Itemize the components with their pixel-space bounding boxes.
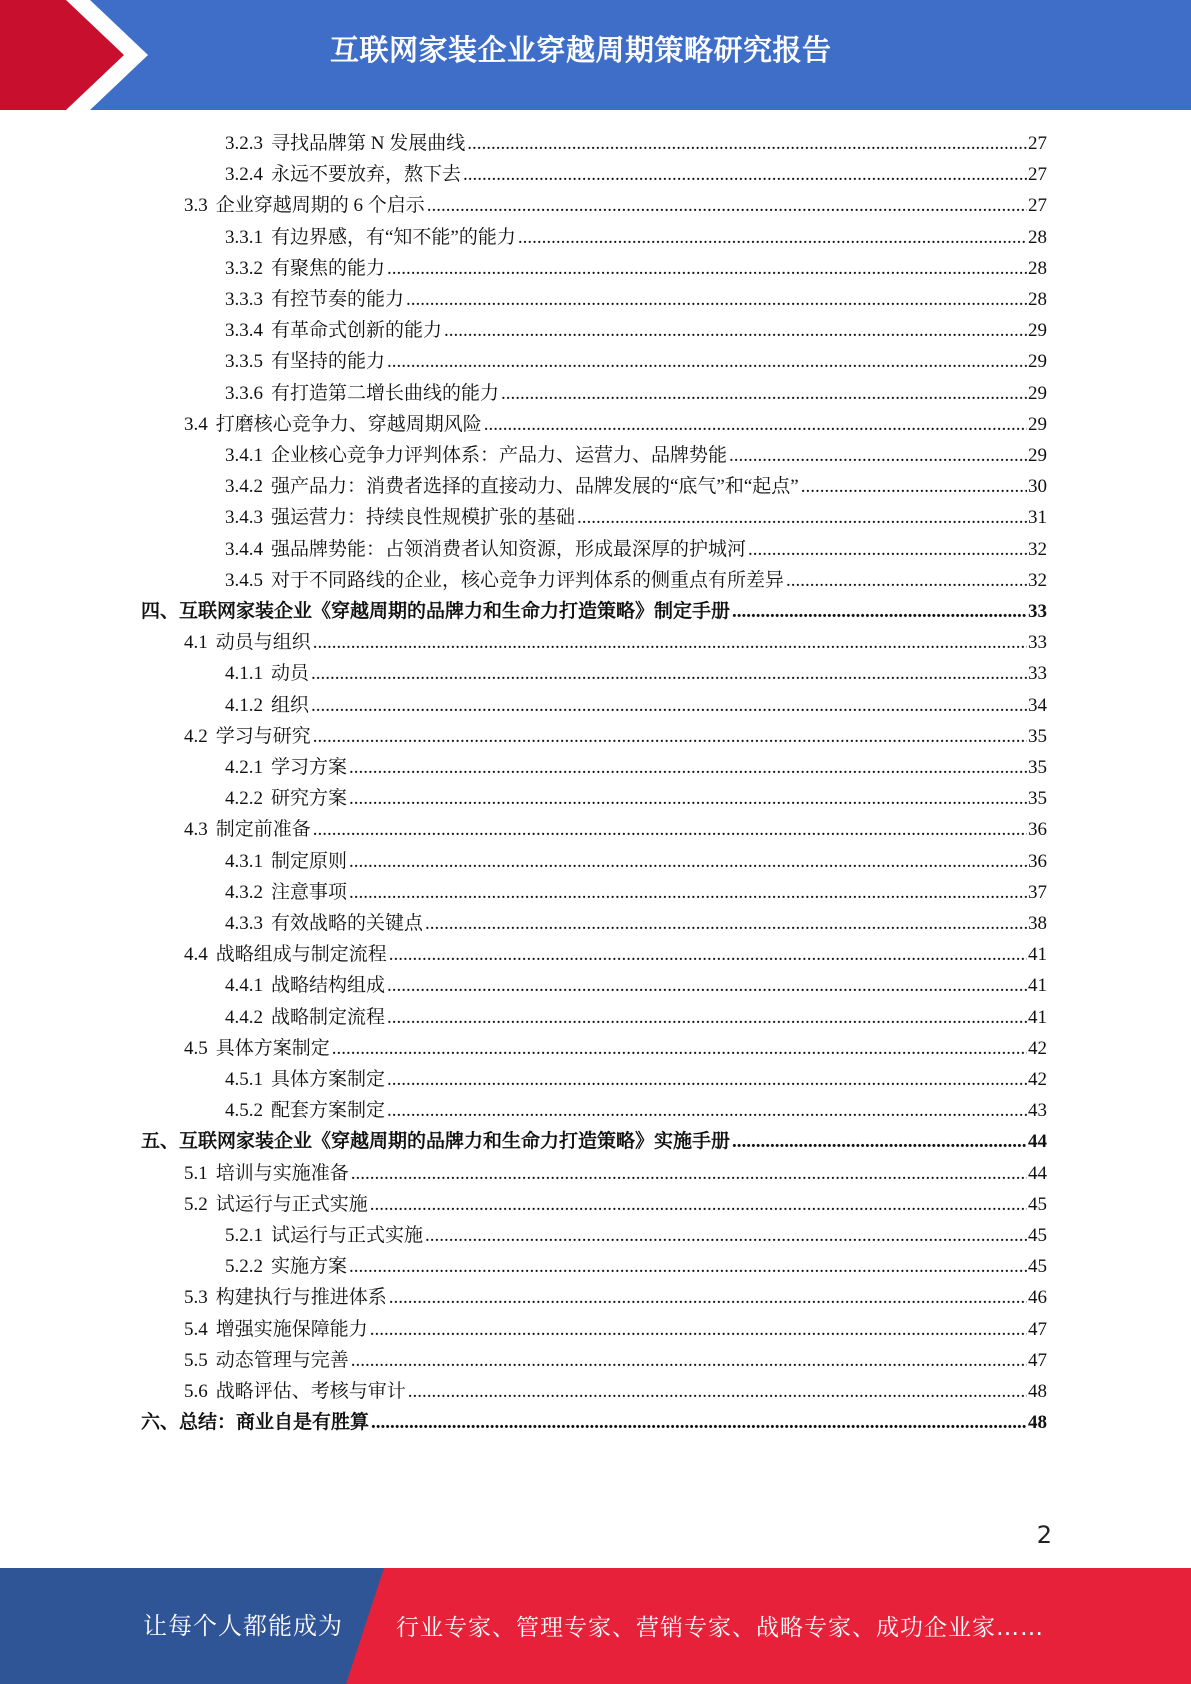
toc-entry-title: [225, 222, 516, 253]
toc-entry-text: 研究方案: [271, 788, 348, 810]
toc-entry-title: [184, 814, 311, 845]
toc-entry-number: 4.5.1: [225, 1069, 263, 1090]
toc-entry-title: [225, 970, 385, 1001]
toc-entry-title: [184, 1345, 349, 1376]
toc-entry-number: 5.4: [184, 1318, 208, 1340]
toc-entry-number: 4.4: [184, 944, 208, 966]
toc-entry[interactable]: [141, 1126, 1047, 1157]
toc-entry-text: 强品牌势能：占领消费者认知资源，形成最深厚的护城河: [271, 538, 747, 560]
page-header: [0, 0, 1191, 110]
toc-entry-text: 战略结构组成: [271, 975, 386, 997]
toc-entry-title: [184, 1033, 330, 1064]
toc-entry-text: 学习与研究: [215, 725, 311, 747]
toc-entry-number: 5.1: [184, 1162, 208, 1184]
toc-entry[interactable]: [225, 222, 1047, 253]
toc-entry-title: [225, 253, 385, 284]
footer-slogan-left: 让每个人都能成为: [143, 1612, 343, 1640]
toc-entry-page: 42: [1028, 1037, 1047, 1059]
toc-entry-title: [184, 721, 311, 752]
toc-dot-leader: [349, 877, 1027, 908]
toc-entry-text: 有聚焦的能力: [271, 257, 386, 279]
toc-entry-number: 4.3.2: [225, 881, 263, 903]
toc-dot-leader: [351, 1345, 1027, 1376]
toc-entry-number: 3.4.2: [225, 476, 263, 498]
toc-entry-title: [225, 128, 465, 159]
toc-entry[interactable]: [225, 128, 1047, 159]
toc-entry-title: [225, 534, 746, 565]
toc-entry[interactable]: [184, 1158, 1047, 1189]
toc-entry-title: [225, 1064, 385, 1095]
toc-entry-title: [225, 502, 575, 533]
toc-entry-number: 3.3: [184, 195, 208, 217]
toc-dot-leader: [427, 190, 1027, 221]
toc-entry-number: 3.2.3: [225, 133, 263, 154]
toc-entry-title: [225, 1220, 423, 1251]
toc-entry-page: 41: [1028, 944, 1047, 966]
toc-entry-number: 5.6: [184, 1381, 208, 1402]
toc-entry-text: 具体方案制定: [215, 1037, 330, 1059]
toc-entry-number: 4.1: [184, 632, 208, 654]
toc-entry[interactable]: [141, 596, 1047, 627]
toc-entry-text: 有效战略的关键点: [271, 913, 424, 934]
toc-dot-leader: [425, 1220, 1027, 1251]
toc-entry-title: [225, 284, 404, 315]
toc-entry-number: 3.3.4: [225, 320, 263, 342]
toc-entry-page: 42: [1028, 1069, 1047, 1090]
toc-entry-number: 3.4.3: [225, 507, 263, 529]
toc-entry-page: 27: [1028, 133, 1047, 154]
toc-entry-title: [225, 877, 347, 908]
toc-entry[interactable]: [225, 1220, 1047, 1251]
toc-dot-leader: [732, 596, 1027, 627]
toc-entry-title: [141, 1126, 730, 1157]
toc-entry-text: 增强实施保障能力: [215, 1318, 368, 1340]
toc-entry-page: 43: [1028, 1100, 1047, 1122]
toc-entry-title: [225, 752, 347, 783]
toc-entry-title: [184, 190, 425, 221]
toc-entry-number: 4.1.2: [225, 694, 263, 716]
toc-dot-leader: [371, 1407, 1027, 1438]
toc-entry[interactable]: [225, 534, 1047, 565]
toc-entry-page: 47: [1028, 1349, 1047, 1371]
toc-entry-number: 3.2.4: [225, 164, 263, 186]
toc-entry-text: 具体方案制定: [271, 1069, 386, 1090]
toc-entry-text: 永远不要放弃，熬下去: [271, 164, 462, 186]
toc-entry-text: 组织: [271, 694, 310, 716]
toc-dot-leader: [332, 1033, 1027, 1064]
toc-entry[interactable]: [184, 1033, 1047, 1064]
toc-entry[interactable]: [225, 502, 1047, 533]
toc-entry-number: 5.5: [184, 1349, 208, 1371]
toc-entry[interactable]: [184, 1376, 1047, 1407]
toc-entry-title: [225, 1002, 385, 1033]
toc-dot-leader: [387, 1095, 1027, 1126]
toc-entry-text: 有控节奏的能力: [271, 289, 405, 310]
toc-entry-title: [184, 1376, 406, 1407]
toc-entry-number: 5.2.1: [225, 1225, 263, 1246]
toc-dot-leader: [387, 1064, 1027, 1095]
toc-entry-text: 动员与组织: [215, 632, 311, 654]
toc-dot-leader: [311, 658, 1027, 689]
toc-entry-title: [225, 783, 347, 814]
toc-entry-text: 构建执行与推进体系: [215, 1287, 387, 1309]
toc-entry-number: 5.3: [184, 1287, 208, 1309]
toc-entry-page: 48: [1028, 1412, 1047, 1434]
toc-entry-number: 4.2: [184, 725, 208, 747]
toc-entry-page: 32: [1028, 569, 1047, 591]
toc-entry-text: 企业核心竞争力评判体系：产品力、运营力、品牌势能: [271, 445, 728, 466]
toc-entry[interactable]: [184, 1189, 1047, 1220]
toc-entry-page: 45: [1028, 1193, 1047, 1215]
toc-entry-page: 36: [1028, 819, 1047, 841]
toc-dot-leader: [577, 502, 1027, 533]
toc-entry-title: [225, 690, 309, 721]
toc-entry-title: [225, 378, 499, 409]
toc-entry-number: 4.2.2: [225, 788, 263, 810]
page-number: 2: [1036, 1521, 1052, 1549]
toc-dot-leader: [748, 534, 1027, 565]
toc-entry-text: 对于不同路线的企业，核心竞争力评判体系的侧重点有所差异: [271, 569, 785, 591]
toc-entry-number: 4.1.1: [225, 663, 263, 685]
toc-entry-title: [184, 1189, 368, 1220]
toc-entry-number: 3.4.5: [225, 569, 263, 591]
toc-entry-number: 3.3.3: [225, 289, 263, 310]
toc-entry[interactable]: [225, 440, 1047, 471]
toc-entry-text: 总结：商业自是有胜算: [179, 1412, 370, 1434]
toc-entry-number: 四、: [141, 601, 180, 622]
toc-dot-leader: [387, 1002, 1027, 1033]
toc-entry-page: 38: [1028, 913, 1047, 934]
toc-entry-number: 3.4.4: [225, 538, 263, 560]
toc-entry-text: 制定前准备: [215, 819, 311, 841]
toc-entry-page: 29: [1028, 445, 1047, 466]
toc-dot-leader: [444, 315, 1027, 346]
toc-entry-number: 5.2: [184, 1193, 208, 1215]
toc-entry-title: [225, 908, 423, 939]
toc-entry-text: 学习方案: [271, 757, 348, 778]
toc-dot-leader: [732, 1126, 1027, 1157]
toc-dot-leader: [389, 1282, 1027, 1313]
toc-dot-leader: [463, 159, 1027, 190]
toc-dot-leader: [408, 1376, 1027, 1407]
toc-dot-leader: [387, 970, 1027, 1001]
toc-entry-title: [141, 1407, 369, 1438]
toc-dot-leader: [467, 128, 1027, 159]
toc-entry-text: 有革命式创新的能力: [271, 320, 443, 342]
toc-entry-text: 试运行与正式实施: [271, 1225, 424, 1246]
toc-entry-page: 41: [1028, 1006, 1047, 1028]
toc-entry[interactable]: [184, 814, 1047, 845]
toc-entry-page: 31: [1028, 507, 1047, 529]
toc-entry-text: 强产品力：消费者选择的直接动力、品牌发展的“底气”和“起点”: [271, 476, 799, 498]
toc-entry-title: [184, 939, 387, 970]
toc-entry-page: 48: [1028, 1381, 1047, 1402]
toc-entry-page: 28: [1028, 257, 1047, 279]
toc-entry[interactable]: [184, 409, 1047, 440]
toc-entry-text: 寻找品牌第 N 发展曲线: [271, 133, 466, 154]
toc-entry-number: 3.3.5: [225, 351, 263, 373]
toc-dot-leader: [425, 908, 1027, 939]
page-footer: [0, 1568, 1191, 1684]
toc-entry-text: 培训与实施准备: [215, 1162, 349, 1184]
toc-entry[interactable]: [184, 627, 1047, 658]
toc-entry-text: 战略组成与制定流程: [215, 944, 387, 966]
toc-dot-leader: [370, 1189, 1027, 1220]
toc-entry[interactable]: [225, 1251, 1047, 1282]
toc-dot-leader: [801, 471, 1027, 502]
toc-entry-title: [225, 1095, 385, 1126]
toc-dot-leader: [349, 1251, 1027, 1282]
toc-entry[interactable]: [225, 315, 1047, 346]
toc-entry[interactable]: [225, 877, 1047, 908]
toc-dot-leader: [786, 565, 1027, 596]
toc-entry-text: 制定原则: [271, 850, 348, 872]
toc-entry[interactable]: [225, 346, 1047, 377]
toc-entry-text: 战略评估、考核与审计: [215, 1381, 406, 1402]
toc-entry[interactable]: [225, 908, 1047, 939]
toc-entry-number: 4.3.1: [225, 850, 263, 872]
toc-entry[interactable]: [184, 721, 1047, 752]
toc-entry-title: [184, 627, 311, 658]
toc-entry-page: 32: [1028, 538, 1047, 560]
toc-entry-page: 27: [1028, 195, 1047, 217]
footer-slogan-right: 行业专家、管理专家、营销专家、战略专家、成功企业家……: [396, 1615, 1044, 1641]
toc-entry-page: 28: [1028, 289, 1047, 310]
toc-entry-number: 4.3: [184, 819, 208, 841]
toc-entry[interactable]: [225, 752, 1047, 783]
toc-entry-number: 五、: [141, 1131, 180, 1153]
toc-entry-number: 4.5.2: [225, 1100, 263, 1122]
toc-entry-text: 互联网家装企业《穿越周期的品牌力和生命力打造策略》实施手册: [179, 1131, 731, 1153]
toc-entry-text: 配套方案制定: [271, 1100, 386, 1122]
toc-entry-number: 4.5: [184, 1037, 208, 1059]
toc-entry[interactable]: [225, 1064, 1047, 1095]
toc-entry-number: 4.4.1: [225, 975, 263, 997]
toc-entry-title: [184, 1282, 387, 1313]
toc-entry[interactable]: [184, 1314, 1047, 1345]
toc-entry-title: [225, 159, 461, 190]
toc-entry-text: 企业穿越周期的 6 个启示: [215, 195, 425, 217]
toc-entry-text: 动态管理与完善: [215, 1349, 349, 1371]
toc-entry-number: 4.2.1: [225, 757, 263, 778]
toc-entry-number: 3.3.1: [225, 226, 263, 248]
toc-dot-leader: [313, 721, 1027, 752]
toc-entry-text: 互联网家装企业《穿越周期的品牌力和生命力打造策略》制定手册: [179, 601, 731, 622]
toc-entry-page: 46: [1028, 1287, 1047, 1309]
toc-entry-number: 3.3.2: [225, 257, 263, 279]
toc-dot-leader: [349, 752, 1027, 783]
toc-entry-text: 有坚持的能力: [271, 351, 386, 373]
toc-entry-title: [184, 1314, 368, 1345]
toc-entry-title: [225, 440, 727, 471]
toc-entry-page: 35: [1028, 725, 1047, 747]
toc-dot-leader: [370, 1314, 1027, 1345]
toc-entry-title: [225, 846, 347, 877]
toc-entry-text: 强运营力：持续良性规模扩张的基础: [271, 507, 576, 529]
toc-entry[interactable]: [225, 970, 1047, 1001]
toc-entry-text: 试运行与正式实施: [215, 1193, 368, 1215]
toc-dot-leader: [349, 846, 1027, 877]
toc-entry-page: 28: [1028, 226, 1047, 248]
toc-entry[interactable]: [225, 378, 1047, 409]
toc-entry-page: 44: [1028, 1162, 1047, 1184]
toc-entry-page: 45: [1028, 1256, 1047, 1278]
toc-entry-text: 注意事项: [271, 881, 348, 903]
toc-dot-leader: [349, 783, 1027, 814]
toc-entry-page: 41: [1028, 975, 1047, 997]
toc-entry-title: [225, 1251, 347, 1282]
toc-dot-leader: [729, 440, 1027, 471]
toc-entry-page: 35: [1028, 788, 1047, 810]
toc-entry-number: 3.4.1: [225, 445, 263, 466]
toc-entry-page: 29: [1028, 382, 1047, 404]
toc-entry-page: 33: [1028, 663, 1047, 685]
toc-entry-page: 33: [1028, 632, 1047, 654]
toc-entry[interactable]: [225, 471, 1047, 502]
toc-entry[interactable]: [225, 159, 1047, 190]
toc-entry-title: [184, 409, 482, 440]
toc-dot-leader: [351, 1158, 1027, 1189]
toc-entry-page: 44: [1028, 1131, 1047, 1153]
toc-dot-leader: [311, 690, 1027, 721]
toc-entry-text: 有打造第二增长曲线的能力: [271, 382, 500, 404]
toc-entry[interactable]: [141, 1407, 1047, 1438]
report-title: 互联网家装企业穿越周期策略研究报告: [330, 33, 832, 67]
header-chevron-logo: [0, 0, 160, 110]
toc-entry-page: 45: [1028, 1225, 1047, 1246]
toc-entry-title: [225, 471, 799, 502]
toc-entry-number: 3.4: [184, 413, 208, 435]
toc-entry-text: 动员: [271, 663, 310, 685]
toc-dot-leader: [484, 409, 1027, 440]
toc-entry-text: 打磨核心竞争力、穿越周期风险: [215, 413, 482, 435]
toc-entry[interactable]: [225, 565, 1047, 596]
toc-entry-page: 35: [1028, 757, 1047, 778]
toc-entry[interactable]: [225, 658, 1047, 689]
toc-dot-leader: [501, 378, 1027, 409]
toc-entry-number: 4.4.2: [225, 1006, 263, 1028]
toc-entry[interactable]: [225, 846, 1047, 877]
toc-entry-title: [184, 1158, 349, 1189]
toc-entry[interactable]: [225, 783, 1047, 814]
toc-entry-number: 4.3.3: [225, 913, 263, 934]
toc-entry[interactable]: [225, 1002, 1047, 1033]
toc-dot-leader: [387, 253, 1027, 284]
toc-entry-title: [141, 596, 730, 627]
toc-entry-page: 37: [1028, 881, 1047, 903]
toc-entry-number: 3.3.6: [225, 382, 263, 404]
toc-entry-title: [225, 315, 442, 346]
toc-dot-leader: [406, 284, 1027, 315]
toc-entry-title: [225, 565, 784, 596]
toc-entry[interactable]: [225, 1095, 1047, 1126]
toc-entry-text: 实施方案: [271, 1256, 348, 1278]
toc-entry-page: 30: [1028, 476, 1047, 498]
toc-entry-page: 29: [1028, 320, 1047, 342]
toc-entry[interactable]: [184, 1282, 1047, 1313]
toc-entry-title: [225, 346, 385, 377]
toc-entry-page: 29: [1028, 413, 1047, 435]
toc-dot-leader: [389, 939, 1027, 970]
toc-dot-leader: [387, 346, 1027, 377]
toc-entry-text: 战略制定流程: [271, 1006, 386, 1028]
toc-entry-title: [225, 658, 309, 689]
toc-entry-page: 29: [1028, 351, 1047, 373]
toc-entry-number: 六、: [141, 1412, 180, 1434]
toc-entry-number: 5.2.2: [225, 1256, 263, 1278]
toc-entry[interactable]: [184, 939, 1047, 970]
toc-entry[interactable]: [225, 253, 1047, 284]
toc-dot-leader: [313, 814, 1027, 845]
toc-entry-page: 47: [1028, 1318, 1047, 1340]
toc-dot-leader: [518, 222, 1027, 253]
toc-entry-page: 27: [1028, 164, 1047, 186]
toc-entry-page: 34: [1028, 694, 1047, 716]
toc-entry[interactable]: [225, 284, 1047, 315]
toc-entry-text: 有边界感，有“知不能”的能力: [271, 226, 516, 248]
toc-dot-leader: [313, 627, 1027, 658]
toc-entry[interactable]: [225, 690, 1047, 721]
toc-entry-page: 36: [1028, 850, 1047, 872]
toc-entry[interactable]: [184, 190, 1047, 221]
toc-entry[interactable]: [184, 1345, 1047, 1376]
toc-entry-page: 33: [1028, 601, 1047, 622]
